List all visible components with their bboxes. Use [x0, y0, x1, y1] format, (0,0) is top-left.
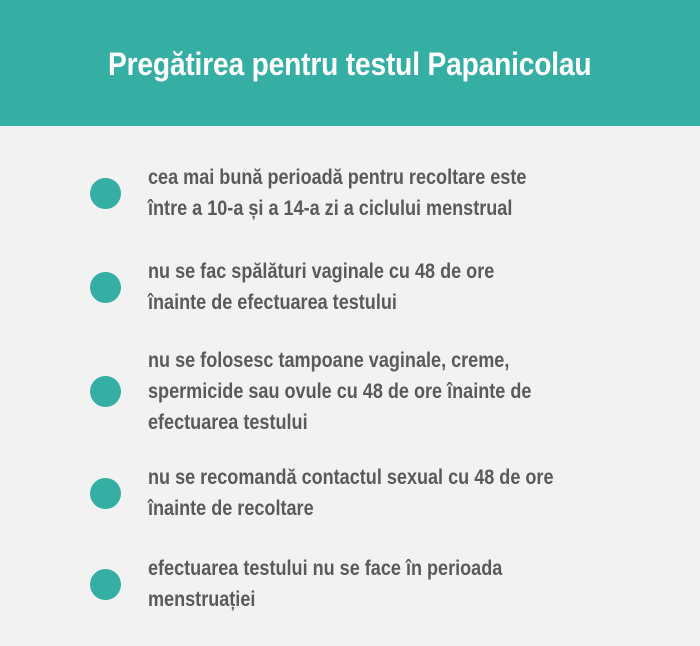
list-item — [90, 256, 650, 318]
list-item-line: efectuarea testului — [148, 411, 308, 434]
list-item — [90, 162, 650, 224]
title-banner — [0, 0, 700, 126]
list-item-line: înainte de efectuarea testului — [148, 291, 397, 314]
list-item-text — [148, 162, 526, 224]
bullet-dot-icon — [90, 272, 121, 303]
list-item-text — [148, 553, 502, 615]
list-item-text — [148, 256, 494, 318]
list-item-line: înainte de recoltare — [148, 497, 314, 520]
bullet-dot-icon — [90, 569, 121, 600]
list-item-line: cea mai bună perioadă pentru recoltare este — [148, 166, 527, 189]
list-item — [90, 345, 650, 438]
list-item-line: menstruației — [148, 588, 256, 611]
bullet-list — [0, 126, 700, 646]
page-title: Pregătirea pentru testul Papanicolau — [108, 45, 592, 82]
bullet-dot-icon — [90, 376, 121, 407]
list-item-line: spermicide sau ovule cu 48 de ore înainte de — [148, 380, 532, 403]
list-item — [90, 553, 650, 615]
bullet-dot-icon — [90, 178, 121, 209]
list-item-line: nu se recomandă contactul sexual cu 48 de ore — [148, 466, 554, 489]
list-item — [90, 462, 650, 524]
list-item-line: nu se folosesc tampoane vaginale, creme, — [148, 349, 510, 372]
list-item-text — [148, 345, 531, 438]
list-item-line: între a 10-a și a 14-a zi a ciclului menstrual — [148, 197, 513, 220]
bullet-dot-icon — [90, 478, 121, 509]
list-item-text — [148, 462, 554, 524]
list-item-line: nu se fac spălături vaginale cu 48 de ore — [148, 260, 495, 283]
list-item-line: efectuarea testului nu se face în perioada — [148, 557, 503, 580]
